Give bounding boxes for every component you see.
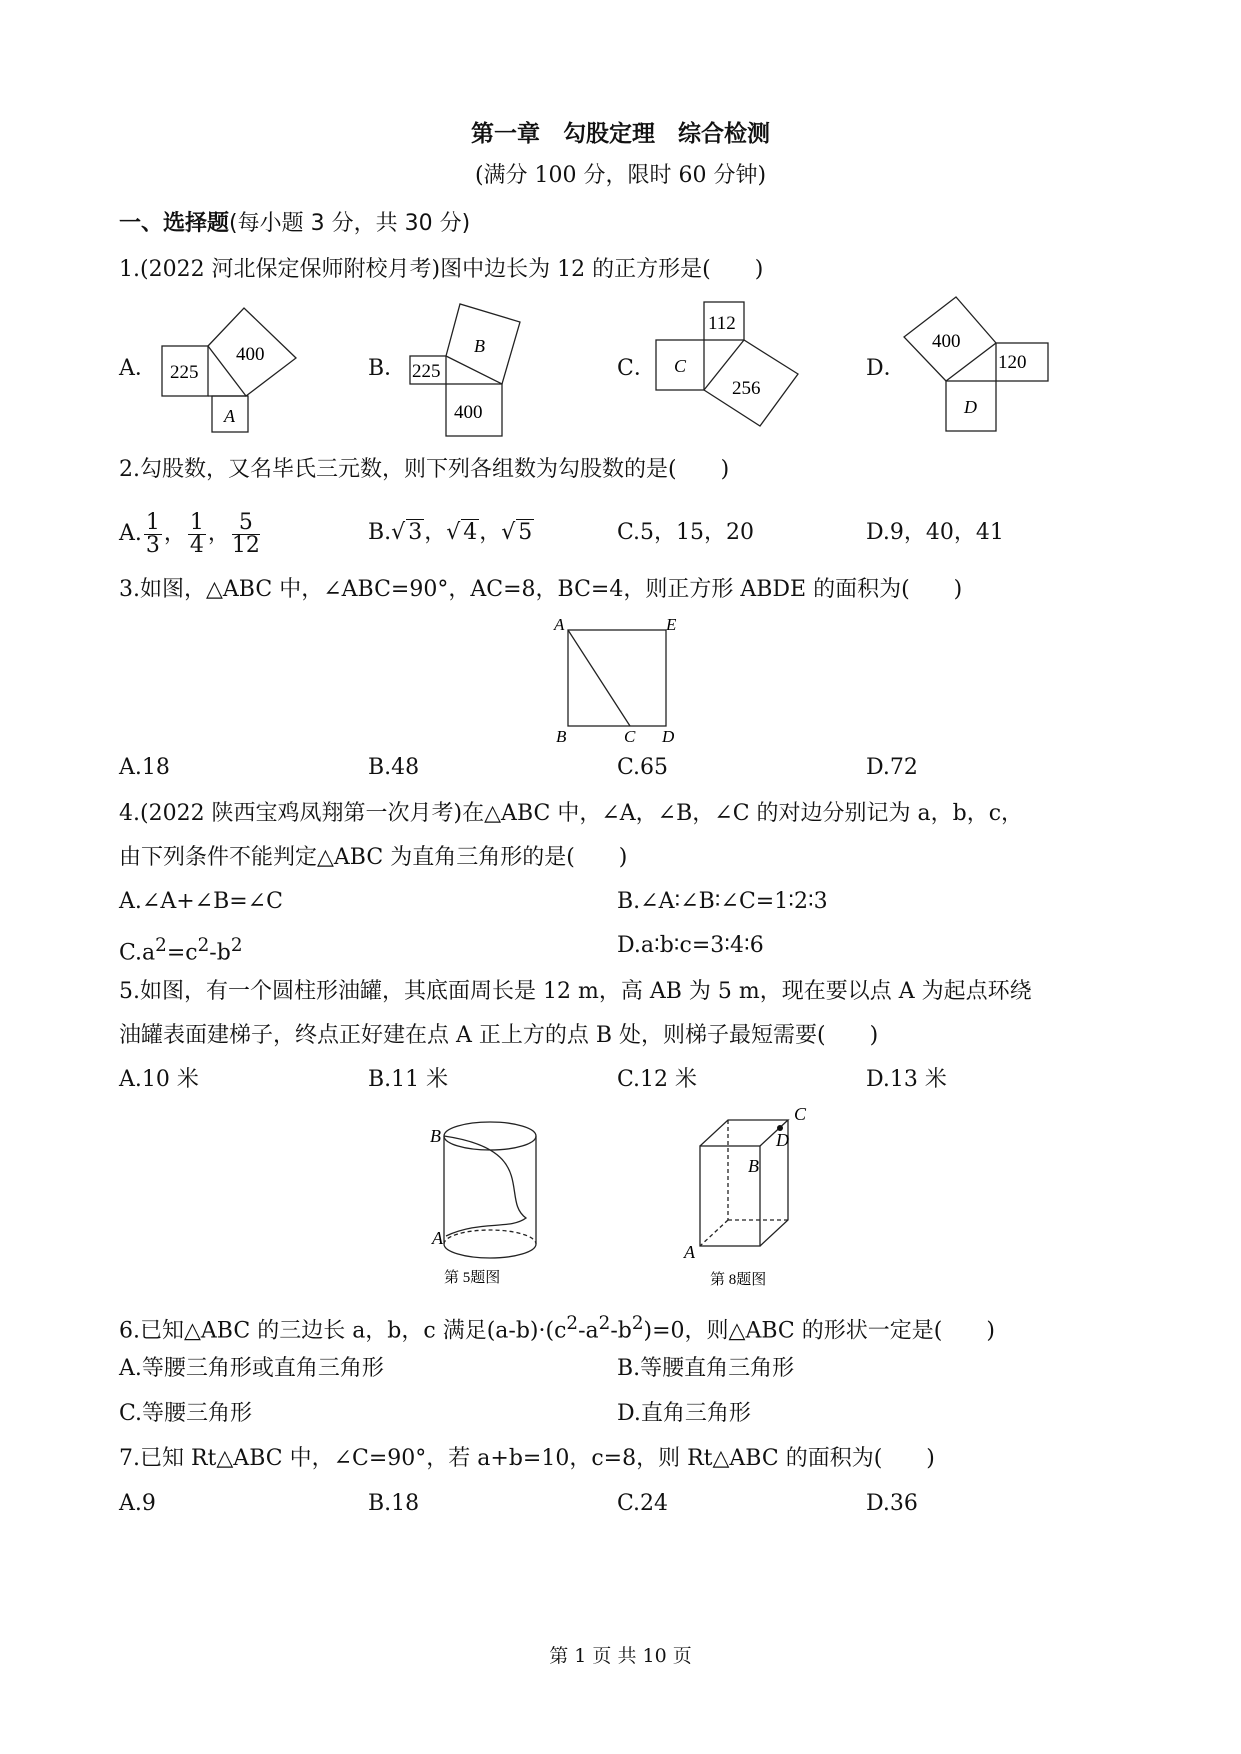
label-b: B	[474, 336, 485, 356]
sup: 2	[230, 935, 243, 956]
q2-stem: 2.勾股数，又名毕氏三元数，则下列各组数为勾股数的是( )	[119, 457, 730, 482]
q5-figure-cylinder	[430, 1110, 550, 1290]
q1-option-a-label: A．	[119, 356, 157, 381]
sup: 2	[197, 935, 210, 956]
q7-stem: 7.已知 Rt△ABC 中，∠C=90°，若 a+b=10，c=8，则 Rt△ABC 的面积为( )	[119, 1446, 935, 1471]
fraction-3-den: 12	[231, 532, 260, 558]
q7-option-b: B.18	[368, 1491, 420, 1516]
q1-figure-d	[902, 295, 1052, 435]
point-a-label: A	[684, 1242, 695, 1262]
q5-option-a: A.10 米	[119, 1067, 199, 1092]
q2-option-d: D.9，40，41	[866, 520, 1004, 545]
point-b-label: B	[748, 1156, 759, 1176]
q6-part2: -a	[578, 1318, 599, 1344]
label-a: A	[224, 406, 235, 426]
point-a-label: A	[432, 1228, 443, 1248]
label-112: 112	[708, 313, 736, 334]
q3-option-a: A.18	[119, 755, 170, 780]
q2-option-a	[119, 510, 262, 558]
cylinder-bottom-back	[444, 1230, 536, 1244]
page-footer: 第 1 页 共 10 页	[549, 1645, 692, 1667]
fraction-2	[188, 509, 206, 558]
q3-figure	[550, 614, 690, 744]
sup: 2	[155, 935, 167, 956]
q6-option-a: A.等腰三角形或直角三角形	[119, 1356, 384, 1381]
section-heading-note: (每小题 3 分，共 30 分)	[229, 211, 471, 236]
fraction-3	[231, 509, 260, 558]
q1-figure-a	[160, 300, 300, 440]
label-256: 256	[732, 378, 761, 399]
fraction-1	[144, 509, 162, 558]
q6-option-d: D.直角三角形	[617, 1401, 751, 1426]
fraction-2-num: 1	[189, 509, 204, 535]
sup: 2	[631, 1313, 644, 1334]
sep: ，	[479, 520, 502, 545]
point-e-label: E	[666, 615, 677, 634]
label-225: 225	[412, 361, 441, 382]
box-top	[700, 1120, 788, 1146]
square-abde	[568, 630, 666, 726]
label-120: 120	[998, 352, 1027, 373]
q4-option-b: B.∠A∶∠B∶∠C=1∶2∶3	[617, 889, 828, 914]
point-b-label: B	[556, 727, 567, 746]
sup: 2	[566, 1313, 579, 1334]
point-c-label: C	[794, 1104, 807, 1124]
q2-option-a-prefix: A.	[119, 521, 142, 546]
segment-ac	[568, 630, 630, 726]
page-title: 第一章 勾股定理 综合检测	[471, 121, 770, 147]
point-d-label: D	[662, 727, 675, 746]
q6-part3: -b	[610, 1318, 632, 1344]
q8-figure-box	[680, 1106, 820, 1290]
point-c-label: C	[624, 727, 636, 746]
q1-figure-c	[654, 300, 814, 440]
fraction-1-num: 1	[145, 509, 160, 535]
fraction-3-num: 5	[232, 512, 260, 535]
q6-option-c: C.等腰三角形	[119, 1401, 253, 1426]
q4-c-part3: -b	[209, 940, 231, 966]
q3-option-d: D.72	[866, 755, 918, 780]
q6-stem	[119, 1310, 995, 1345]
sqrt-3: 3	[408, 520, 423, 545]
q4-option-a: A.∠A+∠B=∠C	[119, 889, 283, 914]
q2-option-c: C.5，15，20	[617, 520, 755, 545]
q5-option-c: C.12 米	[617, 1067, 698, 1092]
q2-option-b-prefix: B.	[368, 520, 392, 545]
label-d: D	[964, 397, 977, 417]
cylinder-bottom-front	[444, 1244, 536, 1258]
q6-part1: 6.已知△ABC 的三边长 a，b，c 满足(a-b)·(c	[119, 1318, 567, 1344]
point-a-label: A	[554, 615, 565, 634]
q4-stem-line1: 4.(2022 陕西宝鸡凤翔第一次月考)在△ABC 中，∠A，∠B，∠C 的对边分别记为 a，b，c，	[119, 801, 1024, 826]
q5-stem-line1: 5.如图，有一个圆柱形油罐，其底面周长是 12 m，高 AB 为 5 m，现在要以点 A 为起点环绕	[119, 979, 1032, 1004]
label-225: 225	[170, 362, 199, 383]
label-400: 400	[236, 344, 265, 365]
ladder-path	[444, 1136, 526, 1236]
sqrt-4: 4	[463, 520, 478, 545]
sep: ，	[163, 521, 186, 546]
q2-option-b: B.√ 3，√ 4，√ 5	[368, 520, 533, 545]
sqrt-5: 5	[518, 520, 533, 545]
fraction-1-den: 3	[145, 532, 160, 558]
q1-option-b-label: B．	[368, 356, 407, 381]
q1-option-c-label: C．	[617, 356, 656, 381]
section-heading	[119, 210, 470, 238]
q3-stem: 3.如图，△ABC 中，∠ABC=90°，AC=8，BC=4，则正方形 ABDE 的面积为( )	[119, 577, 963, 602]
fraction-2-den: 4	[189, 532, 204, 558]
q3-option-c: C.65	[617, 755, 669, 780]
label-c: C	[674, 356, 687, 376]
section-heading-label: 一、选择题	[119, 211, 230, 236]
q6-part4: )=0，则△ABC 的形状一定是( )	[643, 1318, 995, 1344]
point-b-label: B	[430, 1126, 441, 1146]
q1-option-d-label: D．	[866, 356, 906, 381]
sep: ，	[207, 521, 230, 546]
q1-figure-b	[408, 300, 548, 440]
cylinder-top	[444, 1122, 536, 1150]
q4-c-part2: =c	[166, 940, 198, 966]
point-d-label: D	[776, 1130, 789, 1150]
q4-option-d: D.a∶b∶c=3∶4∶6	[617, 933, 764, 958]
q6-option-b: B.等腰直角三角形	[617, 1356, 795, 1381]
q4-c-part1: C.a	[119, 940, 156, 966]
q3-option-b: B.48	[368, 755, 420, 780]
q4-stem-line2: 由下列条件不能判定△ABC 为直角三角形的是( )	[119, 845, 628, 870]
figure-8-caption: 第 8题图	[710, 1272, 767, 1288]
q5-option-b: B.11 米	[368, 1067, 449, 1092]
q5-stem-line2: 油罐表面建梯子，终点正好建在点 A 正上方的点 B 处，则梯子最短需要( )	[119, 1023, 879, 1048]
sep: ，	[424, 520, 447, 545]
q4-option-c	[119, 932, 242, 967]
figure-5-caption: 第 5题图	[444, 1270, 501, 1286]
q7-option-c: C.24	[617, 1491, 669, 1516]
q7-option-d: D.36	[866, 1491, 918, 1516]
sup: 2	[598, 1313, 611, 1334]
label-400: 400	[454, 402, 483, 423]
q5-option-d: D.13 米	[866, 1067, 947, 1092]
q1-stem: 1.(2022 河北保定保师附校月考)图中边长为 12 的正方形是( )	[119, 257, 764, 282]
q7-option-a: A.9	[119, 1491, 156, 1516]
label-400: 400	[932, 331, 961, 352]
page-subtitle: (满分 100 分，限时 60 分钟)	[474, 163, 767, 188]
